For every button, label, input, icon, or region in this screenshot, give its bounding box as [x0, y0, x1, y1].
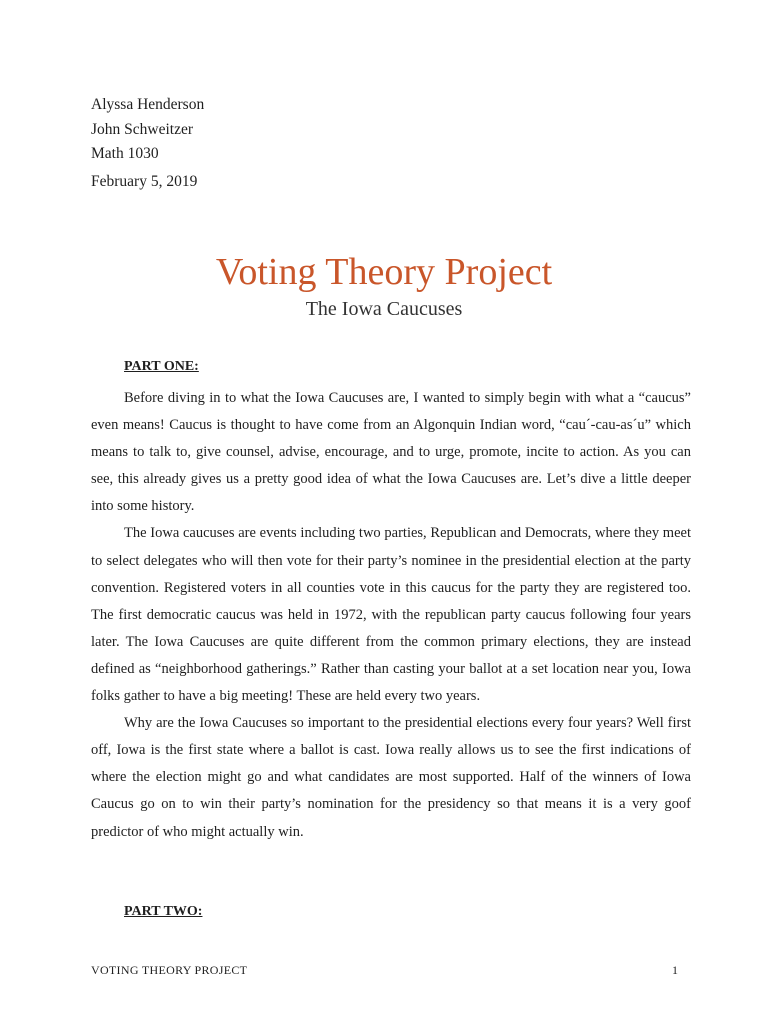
document-subtitle: The Iowa Caucuses [305, 298, 463, 320]
document-date: February 5, 2019 [91, 172, 198, 190]
paragraph: Why are the Iowa Caucuses so important to the presidential elections every four years? Well first off, Iowa is the first state where a ballot is cast. Iowa really allows us to see the first indications of where the election might go and what candidates are most supported. Half of the winners of Iowa Caucus go on to win their party’s nomination for the presidency so that means it is a very goof predictor of who might actually win. [91, 715, 691, 840]
part-two-heading: PART TWO: [124, 904, 203, 919]
part-one-heading: PART ONE: [124, 359, 199, 374]
part-one-body [91, 385, 691, 846]
instructor-name: John Schweitzer [91, 120, 194, 138]
paragraph: Before diving in to what the Iowa Caucuses are, I wanted to simply begin with what a “caucus” even means! Caucus is thought to have come from an Algonquin Indian word, “cau´-cau-as´u” which means to talk to, give counsel, advise, encourage, and to urge, promote, incite to action. As you can see, this already gives us a pretty good idea of what the Iowa Caucuses are. Let’s dive a little deeper into some history. [91, 390, 691, 515]
page-number: 1 [672, 963, 678, 977]
header-block [91, 93, 204, 194]
course-name: Math 1030 [91, 145, 159, 162]
paragraph: The Iowa caucuses are events including two parties, Republican and Democrats, where they meet to select delegates who will then vote for their party’s nominee in the presidential election at the party convention. Registered voters in all counties vote in this caucus for the party they are registered too. The first democratic caucus was held in 1972, with the republican party caucus following four years later. The Iowa Caucuses are quite different from the common primary elections, they are instead defined as “neighborhood gatherings.” Rather than casting your ballot at a set location near you, Iowa folks gather to have a big meeting! These are held every two years. [91, 525, 691, 705]
document-title: Voting Theory Project [215, 251, 553, 293]
author-name: Alyssa Henderson [91, 96, 205, 113]
running-head: VOTING THEORY PROJECT [91, 963, 248, 977]
